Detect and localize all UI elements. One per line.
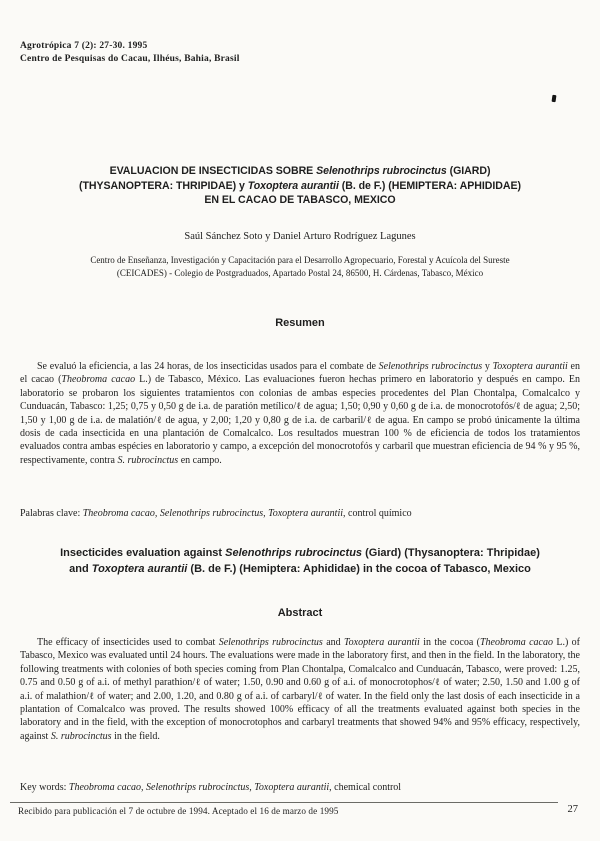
affiliation <box>30 254 570 280</box>
affiliation-line-2: (CEICADES) - Colegio de Postgraduados, Apartado Postal 24, 86500, H. Cárdenas, Tabasco, México <box>116 268 484 278</box>
keywords-line: Key words: Theobroma cacao, Selenothrips rubrocinctus, Toxoptera aurantii, chemical control <box>20 782 402 793</box>
ink-speck <box>552 95 557 102</box>
institution-line: Centro de Pesquisas do Cacau, Ilhéus, Bahia, Brasil <box>20 54 240 64</box>
footer-rule <box>10 802 558 803</box>
journal-line: Agrotrópica 7 (2): 27-30. 1995 <box>20 41 148 51</box>
page-number: 27 <box>567 804 578 815</box>
resumen-paragraph: Se evaluó la eficiencia, a las 24 horas, de los insecticidas usados para el combate de Selenothrips rubrocinctus y Toxoptera aurantii en el cacao (Theobroma cacao L.) de Tabasco, México. Las evaluaciones fueron hechas primero en laboratorio y después en campo. En laboratorio se probaron los siguientes tratamientos con colonias de ambas especies procedentes del Plan Chontalpa, Comalcalco y Cunduacán, Tabasco: 1,25; 0,75 y 0,50 g de i.a. de paratión metílico/ℓ de agua; 1,50; 0,90 y 0,60 g de i.a. de monocrotofós/ℓ de agua; 2,50; 1,50 y 1,00 g de i.a. de malatión/ℓ de agua, y 2,00; 1,20 y 0,80 g de i.a. de carbaril/ℓ de agua. En campo se probó únicamente la última dosis de cada insecticida en una plantación de Comalcalco. Los resultados muestran 100 % de eficiencia de todos los tratamientos evaluados contra ambas espécies en laboratorio y campo, a excepción del monocrotofós y carbaril que muestran eficiencia de 94 % y 95 %, respectivamente, contra S. rubrocinctus en campo. <box>20 361 580 466</box>
resumen-heading: Resumen <box>275 317 325 329</box>
spanish-title-line-1: EVALUACION DE INSECTICIDAS SOBRE Selenothrips rubrocinctus (GIARD) <box>109 165 491 177</box>
spanish-title-line-3: EN EL CACAO DE TABASCO, MEXICO <box>204 194 396 207</box>
palabras-clave-line: Palabras clave: Theobroma cacao, Selenothrips rubrocinctus, Toxoptera aurantii, control químico <box>20 508 412 519</box>
received-line: Recibido para publicación el 7 de octubre de 1994. Aceptado el 16 de marzo de 1995 <box>18 806 339 816</box>
authors-line: Saúl Sánchez Soto y Daniel Arturo Rodríguez Lagunes <box>184 231 416 242</box>
english-title-line-1: Insecticides evaluation against Selenothrips rubrocinctus (Giard) (Thysanoptera: Thripidae) <box>60 547 540 559</box>
english-title <box>0 546 600 577</box>
english-title-line-2: and Toxoptera aurantii (B. de F.) (Hemiptera: Aphididae) in the cocoa of Tabasco, Mexico <box>69 562 531 575</box>
abstract-paragraph: The efficacy of insecticides used to combat Selenothrips rubrocinctus and Toxoptera aurantii in the cocoa (Theobroma cacao L.) of Tabasco, Mexico was evaluated until 24 hours. The evaluations were made in the laboratory first, and then in the field. In the laboratory, the following treatments with colonies of both species coming from Plan Chontalpa, Comalcalco and Cunduacán, Tabasco, were proved: 1.25, 0.75 and 0.50 g of a.i. of methyl parathion/ℓ of water; 1.50, 0.90 and 0.60 g of a.i. of monocrotophos/ℓ of water; 2.50, 1.50 and 1.00 g of a.i. of malathion/ℓ of water; and 2.00, 1.20, and 0.80 g of a.i. of carbaryl/ℓ of water. In the field only the last dosis of each insecticide in a plantation of Comalcalco was proved. The results showed 100% efficacy of all the treatments evaluated against both species in the laboratory and in the field, with the exception of monocrotophos and carbaryl treatments that showed 94% and 95% efficacy, respectively, against S. rubrocinctus in the field. <box>20 637 580 742</box>
abstract-heading: Abstract <box>277 607 323 619</box>
spanish-title-line-2: (THYSANOPTERA: THRIPIDAE) y Toxoptera aurantii (B. de F.) (HEMIPTERA: APHIDIDAE) <box>79 179 521 192</box>
journal-header <box>20 40 240 66</box>
spanish-title <box>0 164 600 208</box>
affiliation-line-1: Centro de Enseñanza, Investigación y Capacitación para el Desarrollo Agropecuario, Forestal y Acuícola del Sureste <box>90 255 510 265</box>
